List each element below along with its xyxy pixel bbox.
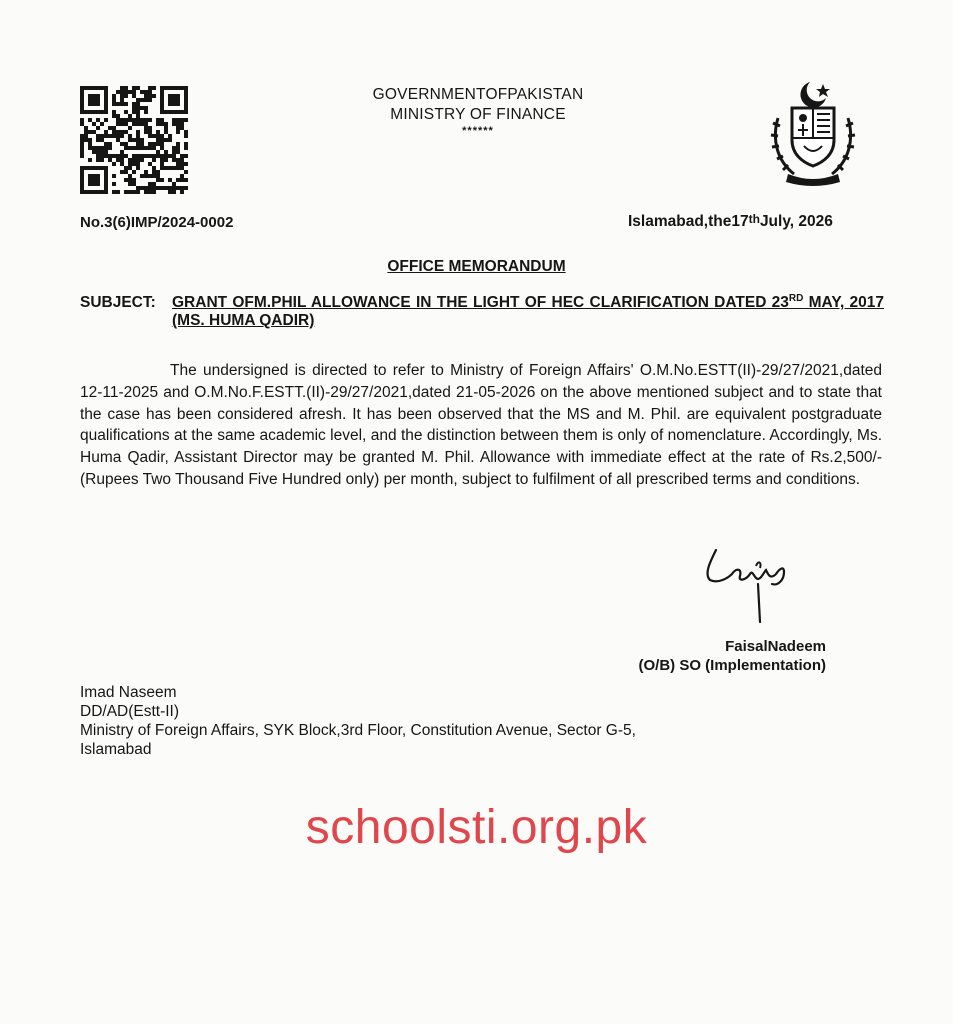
addressee-name: Imad Naseem	[80, 684, 177, 701]
government-title: GOVERNMENTOFPAKISTAN	[372, 86, 584, 103]
state-emblem-icon	[768, 78, 858, 188]
header-stars: ******	[462, 125, 494, 137]
date-prefix: Islamabad,the17	[628, 213, 749, 230]
addressee-city: Islamabad	[80, 741, 152, 758]
qr-code-icon	[80, 86, 188, 194]
addressee-block	[80, 683, 636, 759]
subject-ordinal: RD	[788, 292, 804, 304]
date-ordinal: th	[748, 212, 760, 226]
handwritten-signature	[698, 540, 808, 630]
date-suffix: July, 2026	[759, 213, 833, 230]
letterhead	[300, 85, 656, 137]
watermark-text: schoolsti.org.pk	[305, 801, 648, 854]
subject-label: SUBJECT:	[80, 294, 156, 311]
body-paragraph	[80, 360, 882, 491]
subject-text-part2: MAY, 2017 (MS. HUMA QADIR)	[172, 294, 884, 329]
signatory-designation: (O/B) SO (Implementation)	[638, 657, 826, 674]
memo-title: OFFICE MEMORANDUM	[387, 258, 566, 275]
body-text: The undersigned is directed to refer to Ministry of Foreign Affairs' O.M.No.ESTT(II)-29/27/2021,dated 12-11-2025 and O.M.No.F.ESTT.(II)-29/27/2021,dated 21-05-2026 on the above mentioned subject and to state that the case has been considered afresh. It has been observed that the MS and M. Phil. are equivalent postgraduate qualifications at the same academic level, and the distinction between them is only of nomenclature. Accordingly, Ms. Huma Qadir, Assistant Director may be granted M. Phil. Allowance with immediate effect at the rate of Rs.2,500/- (Rupees Two Thousand Five Hundred only) per month, subject to fulfilment of all prescribed terms and conditions.	[80, 362, 882, 488]
subject-text	[172, 294, 884, 330]
signatory-name: FaisalNadeem	[725, 638, 826, 655]
reference-number: No.3(6)IMP/2024-0002	[80, 214, 234, 231]
addressee-designation: DD/AD(Estt-II)	[80, 703, 180, 720]
ministry-title: MINISTRY OF FINANCE	[390, 106, 566, 123]
issue-date	[628, 213, 833, 231]
addressee-office: Ministry of Foreign Affairs, SYK Block,3rd Floor, Constitution Avenue, Sector G-5,	[80, 722, 636, 739]
subject-text-part1: GRANT OFM.PHIL ALLOWANCE IN THE LIGHT OF HEC CLARIFICATION DATED 23	[172, 294, 789, 311]
